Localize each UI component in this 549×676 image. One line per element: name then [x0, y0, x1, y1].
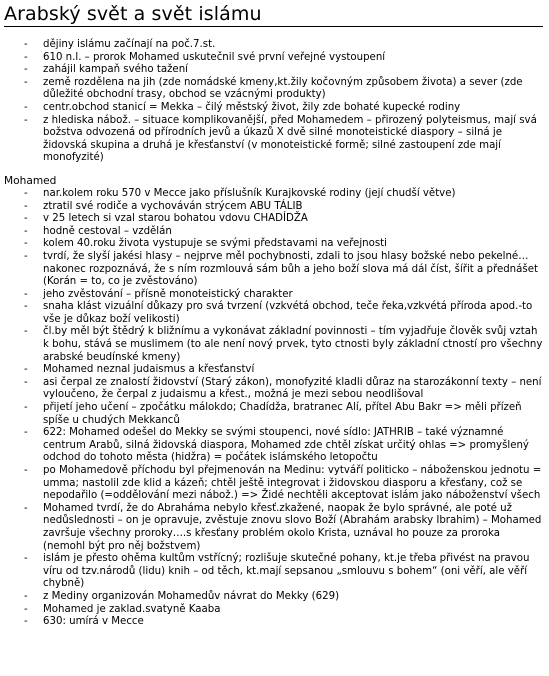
- list-item: - 630: umírá v Mecce: [4, 616, 543, 629]
- list-item: - kolem 40.roku života vystupuje se svými představami na veřejnosti: [4, 238, 543, 251]
- page-title: Arabský svět a svět islámu: [4, 3, 543, 27]
- list-item: - snaha klást vizuální důkazy pro svá tvrzení (vzkvétá obchod, teče řeka,vzkvétá příroda apod.-to vše je důkaz boží velikosti): [4, 301, 543, 326]
- list-item: - z Mediny organizován Mohamedův návrat do Mekky (629): [4, 591, 543, 604]
- list-item: - 610 n.l. – prorok Mohamed uskutečnil své první veřejné vystoupení: [4, 52, 543, 65]
- list-item: - ztratil své rodiče a vychováván strýcem ABU TÁLIB: [4, 201, 543, 214]
- list-item: - země rozdělena na jih (zde nomádské kmeny,kt.žily kočovným způsobem života) a sever (zde důležité obchodní trasy, obchod se vzácnými produkty): [4, 77, 543, 102]
- list-item: - v 25 letech si vzal starou bohatou vdovu CHADÍDŽA: [4, 213, 543, 226]
- list-item: - Mohamed tvrdí, že do Abraháma nebylo křesť.zkažené, naopak že bylo správné, ale poté už nedůslednosti – on je opravuje, zvěstuje znovu slovo Boží (Abrahám arabsky Ibrahim) – Mohamed završuje všechny proroky….s křesťany problém okolo Krista, uznával ho pouze za proroka (nemohl být pro něj božstvem): [4, 503, 543, 553]
- list-item: - asi čerpal ze znalostí židovství (Starý zákon), monofyzité kladli důraz na starozákonní texty – není vyloučeno, že čerpal z judaismu a křest., možná je mezi sebou neodlišoval: [4, 377, 543, 402]
- list-item: - hodně cestoval – vzdělán: [4, 226, 543, 239]
- list-item: - nar.kolem roku 570 v Mecce jako příslušník Kurajkovské rodiny (její chudší větve): [4, 188, 543, 201]
- list-item: - Mohamed neznal judaismus a křesťanství: [4, 364, 543, 377]
- list-item: - Mohamed je zaklad.svatyně Kaaba: [4, 604, 543, 617]
- list-item: - přijetí jeho učení – zpočátku málokdo; Chadídža, bratranec Alí, přítel Abu Bakr => měli přízeň spíše u chudých Mekkanců: [4, 402, 543, 427]
- list-item: - z hlediska nábož. – situace komplikovanější, před Mohamedem – přirozený polyteismus, mají svá božstva odvozená od přírodních jevů a úkazů X dvě silné monoteistické diaspory – silná je židovská skupina a druhá je křesťanství (v monoteistické formě; silné zastoupení zde mají monofyzité): [4, 115, 543, 165]
- list-item: - jeho zvěstování – přísně monoteistický charakter: [4, 289, 543, 302]
- list-item: - po Mohamedově příchodu byl přejmenován na Medinu: vytváří politicko – náboženskou jednotu = umma; nastolil zde klid a kázeň; chtěl ještě integrovat i židovskou diasporu a křesťany, což se nepodařilo (=oddělování mezi nábož.) => Židé nechtěli akceptovat islám jako náboženství všech: [4, 465, 543, 503]
- list-item: - tvrdí, že slyší jakési hlasy – nejprve měl pochybnosti, zdali to jsou hlasy božské nebo pekelné…nakonec rozpoznává, že s ním rozmlouvá sám bůh a jeho boží slova má dál číst, šířit a přednášet (Korán = to, co je zvěstováno): [4, 251, 543, 289]
- list-item: - islám je přesto ohěma kultům vstřícný; rozlišuje skutečné pohany, kt.je třeba přivést na pravou víru od tzv.národů (lidu) knih – od těch, kt.mají sepsanou „smlouvu s bohem“ (oni věří, ale věří chybně): [4, 553, 543, 591]
- list-item: - čl.by měl být štědrý k bližnímu a vykonávat základní povinnosti – tím vyjadřuje člověk svůj vztah k bohu, stává se muslimem (to ale není nový prvek, tyto ctnosti byly základní ctností pro všechny arabské beudínské kmeny): [4, 326, 543, 364]
- section-heading: Mohamed: [4, 174, 57, 187]
- list-item: - zahájil kampaň svého tažení: [4, 64, 543, 77]
- list-item: - dějiny islámu začínají na poč.7.st.: [4, 39, 543, 52]
- intro-list: [4, 39, 543, 165]
- list-item: - centr.obchod stanicí = Mekka – čilý městský život, žily zde bohaté kupecké rodiny: [4, 102, 543, 115]
- mohamed-list: [4, 188, 543, 629]
- list-item: - 622: Mohamed odešel do Mekky se svými stoupenci, nové sídlo: JATHRIB – také významné centrum Arabů, silná židovská diaspora, Mohamed zde chtěl získat určitý ohlas => promyšlený odchod do tohoto města (hidžra) = počátek islámského letopočtu: [4, 427, 543, 465]
